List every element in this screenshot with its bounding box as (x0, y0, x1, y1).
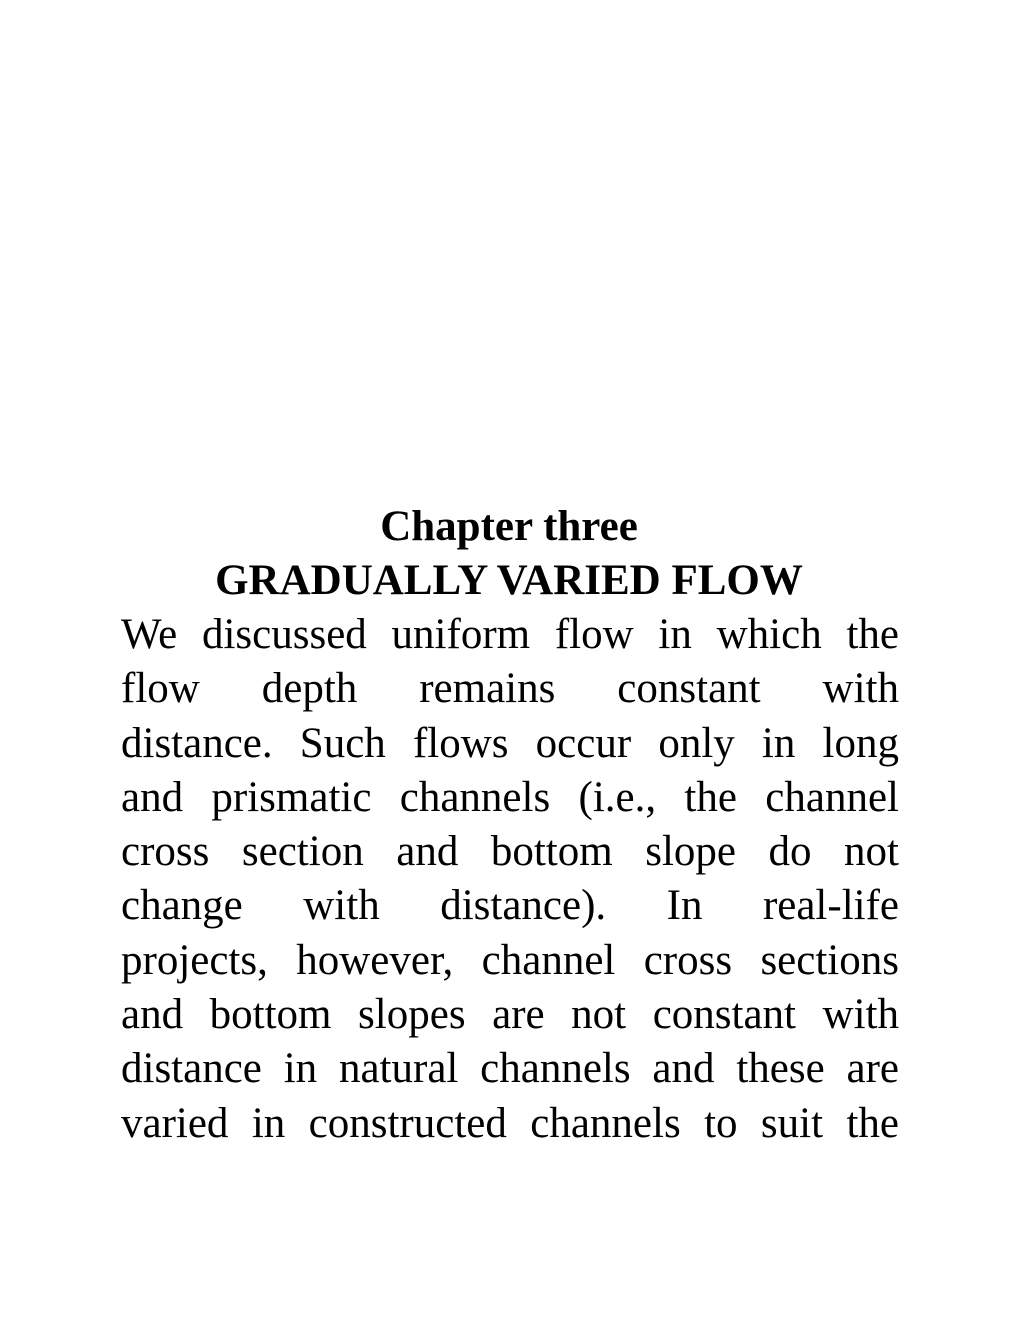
paragraph-line: flow depth remains constant with (121, 665, 899, 713)
body-paragraph (121, 608, 899, 1151)
chapter-title: GRADUALLY VARIED FLOW (215, 557, 803, 604)
paragraph-line: We discussed uniform flow in which the (121, 611, 899, 658)
chapter-label: Chapter three (380, 503, 638, 550)
paragraph-line: distance in natural channels and these are (121, 1045, 899, 1093)
paragraph-line: varied in constructed channels to suit the (121, 1099, 899, 1147)
paragraph-line: distance. Such flows occur only in long (121, 719, 899, 767)
paragraph-line: cross section and bottom slope do not (121, 828, 899, 876)
paragraph-line: and bottom slopes are not constant with (121, 991, 899, 1039)
paragraph-line: change with distance). In real-life (121, 882, 899, 930)
paragraph-line: and prismatic channels (i.e., the channel (121, 773, 899, 821)
paragraph-line: projects, however, channel cross sections (121, 936, 899, 984)
